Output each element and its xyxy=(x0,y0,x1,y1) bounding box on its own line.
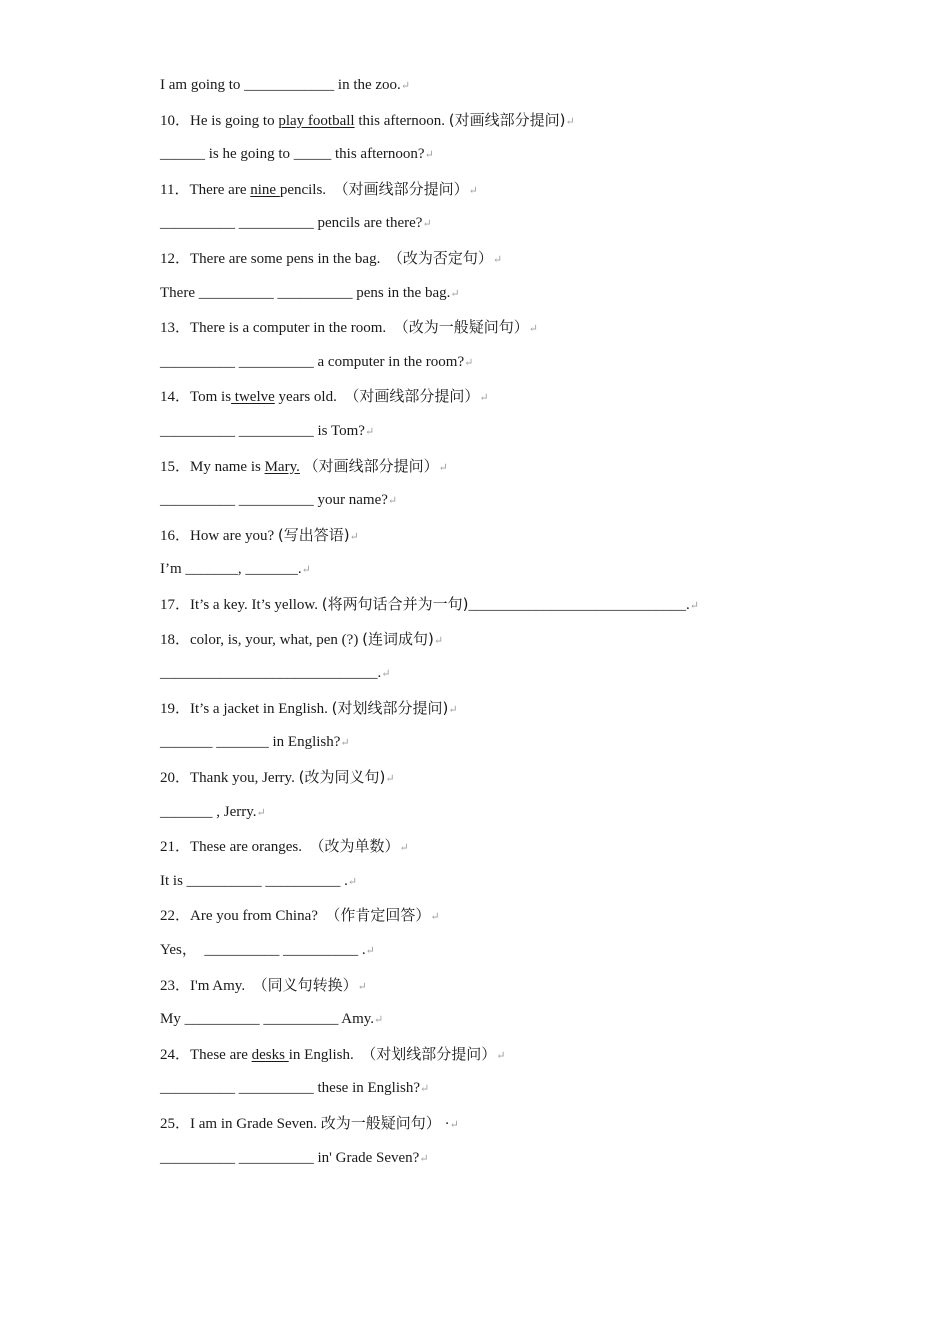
text-segment: __________ __________ a computer in the room? xyxy=(160,353,465,370)
document-line xyxy=(160,75,410,96)
instruction-text: （同义句转换） xyxy=(252,975,358,994)
document-line xyxy=(160,421,374,442)
document-line xyxy=(160,490,397,511)
paragraph-mark-icon: ↵ xyxy=(349,530,359,543)
instruction-text: (改为同义句) xyxy=(298,768,386,786)
text-segment: 16．How are you? xyxy=(160,527,278,544)
instruction-text: （对画线部分提问） xyxy=(333,179,469,198)
text-segment: 14．Tom is xyxy=(160,389,232,406)
text-segment: 18．color, is, your, what, pen (?) xyxy=(160,631,363,648)
paragraph-mark-icon: ↵ xyxy=(357,980,367,993)
text-segment: years old. xyxy=(274,389,345,406)
paragraph-mark-icon: ↵ xyxy=(479,392,489,405)
paragraph-mark-icon: ↵ xyxy=(422,218,432,231)
text-segment: this afternoon. xyxy=(354,112,449,129)
document-line xyxy=(160,905,440,927)
paragraph-mark-icon: ↵ xyxy=(364,426,375,438)
document-line xyxy=(160,1009,383,1030)
paragraph-mark-icon: ↵ xyxy=(450,287,460,300)
document-line xyxy=(160,525,359,547)
underlined-text: desks xyxy=(251,1046,289,1063)
text-segment: 10．He is going to xyxy=(160,112,279,129)
document-line xyxy=(160,283,460,304)
text-segment: 19．It’s a jacket in English. xyxy=(160,700,332,717)
text-segment: 24．These are xyxy=(160,1046,252,1063)
instruction-text: （对划线部分提问） xyxy=(361,1044,497,1063)
text-segment: _______ , Jerry. xyxy=(160,803,257,820)
paragraph-mark-icon: ↵ xyxy=(438,461,448,474)
instruction-text: （改为一般疑问句） xyxy=(393,318,529,337)
document-line xyxy=(160,179,478,201)
text-segment: 13．There is a computer in the room. xyxy=(160,320,394,337)
paragraph-mark-icon: ↵ xyxy=(689,600,699,612)
instruction-text: （改为单数） xyxy=(309,837,400,856)
paragraph-mark-icon: ↵ xyxy=(449,1119,459,1131)
document-line xyxy=(160,767,395,789)
document-line xyxy=(160,975,367,997)
instruction-text: （改为否定句） xyxy=(387,249,493,267)
paragraph-mark-icon: ↵ xyxy=(365,945,375,957)
document-line xyxy=(160,144,434,165)
instruction-text: 改为一般疑问句） xyxy=(320,1114,441,1132)
document-line xyxy=(160,940,375,961)
paragraph-mark-icon: ↵ xyxy=(399,842,409,855)
document-line xyxy=(160,213,432,234)
paragraph-mark-icon: ↵ xyxy=(424,149,434,162)
paragraph-mark-icon: ↵ xyxy=(430,911,440,924)
paragraph-mark-icon: ↵ xyxy=(347,875,358,888)
paragraph-mark-icon: ↵ xyxy=(492,254,503,266)
document-line xyxy=(160,836,409,858)
document-line xyxy=(160,110,575,132)
paragraph-mark-icon: ↵ xyxy=(496,1049,506,1062)
instruction-text: （对画线部分提问） xyxy=(344,387,480,406)
text-segment: 21．These are oranges. xyxy=(160,839,310,856)
text-segment: 12．There are some pens in the bag. xyxy=(160,251,388,267)
paragraph-mark-icon: ↵ xyxy=(419,1152,429,1165)
paragraph-mark-icon: ↵ xyxy=(340,737,350,750)
text-segment: __________ __________ pencils are there? xyxy=(160,215,423,232)
text-segment: 23．I'm Amy. xyxy=(160,977,253,994)
paragraph-mark-icon: ↵ xyxy=(385,773,395,785)
text-segment: in English. xyxy=(288,1046,362,1063)
text-segment: __________ __________ your name? xyxy=(160,492,388,509)
text-segment: I am going to ____________ in the zoo. xyxy=(160,77,401,93)
text-segment: · xyxy=(440,1116,450,1132)
document-line xyxy=(160,1078,429,1099)
text-segment: 11．There are xyxy=(160,181,251,198)
text-segment: _____________________________. xyxy=(160,665,382,682)
text-segment: 15．My name is xyxy=(160,458,265,475)
instruction-text: （对画线部分提问） xyxy=(303,456,439,475)
underlined-text: nine xyxy=(250,181,280,198)
text-segment: 20．Thank you, Jerry. xyxy=(160,770,299,786)
document-line xyxy=(160,248,502,270)
text-segment: My __________ __________ Amy. xyxy=(160,1011,375,1028)
instruction-text: (对划线部分提问) xyxy=(331,698,449,717)
document-line xyxy=(160,732,350,753)
text-segment: __________ __________ these in English? xyxy=(160,1080,420,1097)
instruction-text: (连词成句) xyxy=(362,629,434,648)
document-line xyxy=(160,802,266,823)
paragraph-mark-icon: ↵ xyxy=(433,634,444,647)
paragraph-mark-icon: ↵ xyxy=(381,668,391,681)
text-segment: __________ __________ is Tom? xyxy=(160,423,365,439)
paragraph-mark-icon: ↵ xyxy=(464,356,474,369)
paragraph-mark-icon: ↵ xyxy=(528,323,538,336)
document-line xyxy=(160,352,473,373)
instruction-text: (对画线部分提问) xyxy=(448,110,566,129)
document-line xyxy=(160,698,458,720)
text-segment: ______ is he going to _____ this afternoon? xyxy=(160,146,425,163)
paragraph-mark-icon: ↵ xyxy=(468,184,478,197)
paragraph-mark-icon: ↵ xyxy=(387,495,398,508)
paragraph-mark-icon: ↵ xyxy=(374,1014,384,1027)
text-segment: 25．I am in Grade Seven. xyxy=(160,1116,321,1132)
instruction-text: (写出答语) xyxy=(277,525,350,544)
text-segment: _______ _______ in English? xyxy=(160,734,341,751)
paragraph-mark-icon: ↵ xyxy=(400,80,411,92)
document-line xyxy=(160,663,390,684)
instruction-text: (将两句话合并为一句) xyxy=(321,595,469,613)
text-segment: Yes， __________ __________ . xyxy=(160,942,366,958)
paragraph-mark-icon: ↵ xyxy=(301,564,311,577)
underlined-text: twelve xyxy=(231,389,275,406)
text-segment: __________ __________ in' Grade Seven? xyxy=(160,1149,420,1166)
text-segment: _____________________________. xyxy=(468,597,690,613)
text-segment: There __________ __________ pens in the bag. xyxy=(160,284,451,301)
paragraph-mark-icon: ↵ xyxy=(419,1083,430,1096)
document-line xyxy=(160,1148,429,1169)
text-segment: 22．Are you from China? xyxy=(160,908,326,925)
paragraph-mark-icon: ↵ xyxy=(448,703,458,716)
text-segment: 17．It’s a key. It’s yellow. xyxy=(160,597,322,613)
document-line xyxy=(160,456,448,478)
document-line xyxy=(160,1113,459,1135)
instruction-text: （作肯定回答） xyxy=(325,906,431,925)
document-line xyxy=(160,594,699,616)
text-segment: pencils. xyxy=(279,181,334,198)
document-line xyxy=(160,559,311,580)
paragraph-mark-icon: ↵ xyxy=(256,806,266,819)
document-line xyxy=(160,871,357,892)
text-segment: I’m _______, _______. xyxy=(160,561,302,578)
document-line xyxy=(160,1044,505,1066)
document-line xyxy=(160,386,489,408)
document-line xyxy=(160,317,538,339)
document-line xyxy=(160,629,443,651)
underlined-text: play football xyxy=(278,112,355,129)
paragraph-mark-icon: ↵ xyxy=(565,115,575,128)
underlined-text: Mary. xyxy=(264,458,300,475)
text-segment: It is __________ __________ . xyxy=(160,872,348,889)
